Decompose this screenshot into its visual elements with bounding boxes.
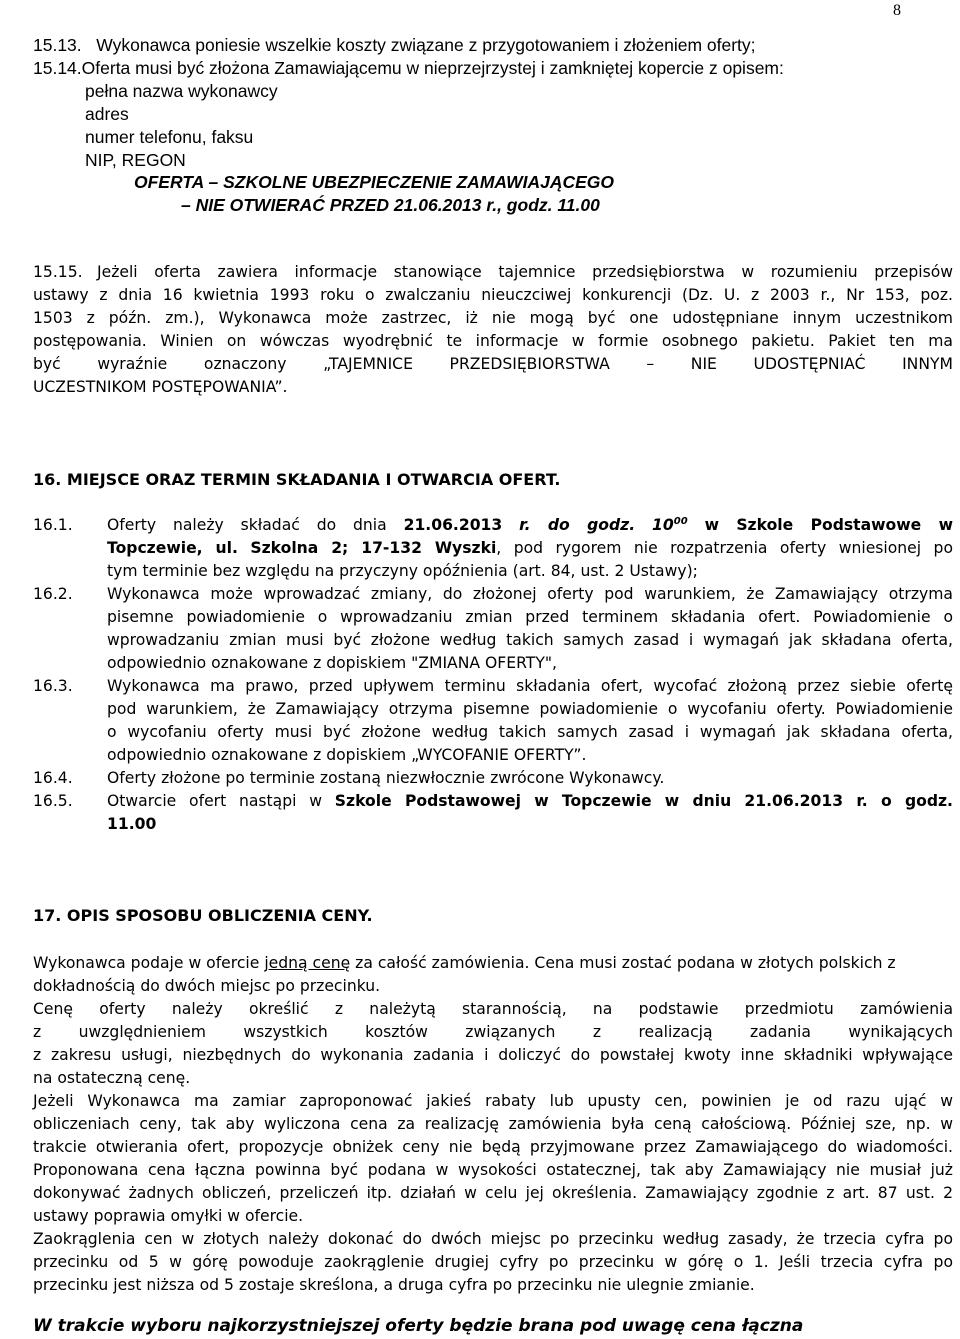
text: Otwarcie ofert nastąpi w — [107, 792, 322, 810]
item-15-15-line: być wyraźnie oznaczony „TAJEMNICE PRZEDSIĘBIORSTWA – NIE UDOSTĘPNIAĆ INNYM — [33, 355, 953, 373]
place-date: Szkole Podstawowej w Topczewie w dniu 21.06.2013 r. o godz. — [334, 792, 953, 810]
text: Wykonawca podaje w ofercie — [33, 954, 265, 972]
place: Topczewie, ul. — [107, 539, 238, 557]
envelope-line-name: pełna nazwa wykonawcy — [85, 81, 278, 101]
item-15-15-line: 1503 z późn. zm.), Wykonawca może zastrzec, iż nie mogą być one udostępniane innym uczestnikom — [33, 309, 953, 327]
p1-line2: dokładnością do dwóch miejsc po przecinku. — [33, 977, 381, 995]
p5-line: przecinku jest niższa od 5 zostaje skreślona, a druga cyfra po przecinku nie ulegnie zmianie. — [33, 1276, 755, 1294]
item-15-15-line: Jeżeli oferta zawiera informacje stanowiące tajemnice przedsiębiorstwa w rozumieniu przepisów — [97, 263, 953, 281]
envelope-note: – NIE OTWIERAĆ PRZED 21.06.2013 r., godz. 11.00 — [181, 195, 600, 215]
place: w Szkole Podstawowe w — [704, 516, 953, 535]
text: za całość zamówienia. Cena musi zostać podana w złotych polskich z — [350, 954, 896, 972]
item-16-5-time: 11.00 — [107, 815, 157, 833]
envelope-line-phone: numer telefonu, faksu — [85, 127, 254, 147]
p3-line: Jeżeli Wykonawca ma zamiar zaproponować jakieś rabaty lub upusty cen, powinien je od razu ująć w — [33, 1092, 953, 1110]
place: Szkolna 2; 17-132 Wyszki — [250, 539, 497, 557]
item-16-3-line: Wykonawca ma prawo, przed upływem terminu składania ofert, wycofać złożoną przez siebie ofertę — [107, 677, 953, 695]
item-16-2-line: odpowiednio oznakowane z dopiskiem "ZMIANA OFERTY", — [107, 654, 557, 672]
text: , pod rygorem nie rozpatrzenia oferty wniesionej po — [496, 539, 953, 557]
section-17-heading: 17. OPIS SPOSOBU OBLICZENIA CENY. — [33, 906, 373, 925]
envelope-line-address: adres — [85, 104, 129, 124]
item-text: Oferta musi być złożona Zamawiającemu w nieprzejrzystej i zamkniętej kopercie z opisem: — [81, 58, 784, 78]
item-16-2-line: pisemne powiadomienie o wprowadzaniu zmian przed terminem składania ofert. Powiadomienie o — [107, 608, 953, 626]
footer-note: W trakcie wyboru najkorzystniejszej oferty będzie brana pod uwagę cena łączna — [33, 1316, 804, 1336]
p1-line1 — [33, 954, 896, 972]
item-16-5-number: 16.5. — [33, 792, 73, 810]
p2-line: z uwzględnieniem wszystkich kosztów związanych z realizacją zadania wynikających — [33, 1023, 953, 1041]
item-16-3-line: odpowiednio oznakowane z dopiskiem „WYCOFANIE OFERTY”. — [107, 746, 587, 764]
item-16-4-text: Oferty złożone po terminie zostaną niezwłocznie zwrócone Wykonawcy. — [107, 769, 665, 787]
p2-line: Cenę oferty należy określić z należytą starannością, na podstawie przedmiotu zamówienia — [33, 1000, 953, 1018]
item-16-1-line3: tym terminie bez względu na przyczyny opóźnienia (art. 84, ust. 2 Ustawy); — [107, 562, 698, 580]
p3-line: trakcie otwierania ofert, propozycje obniżek ceny nie będą przyjmowane przez Zamawiającego do wiadomości. — [33, 1138, 953, 1156]
item-16-1-line1 — [107, 516, 953, 534]
p4-line: dokonywać żadnych obliczeń, przeliczeń itp. działań w celu jej określenia. Zamawiający zgodnie z art. 87 ust. 2 — [33, 1184, 953, 1202]
item-16-1-line2 — [107, 539, 953, 557]
item-16-3-line: o wycofaniu oferty musi być złożone według takich samych zasad i wymagań jak składana oferta, — [107, 723, 953, 741]
minutes: 00 — [673, 516, 688, 527]
item-15-15-number: 15.15. — [33, 263, 83, 281]
item-16-2-line: Wykonawca może wprowadzać zmiany, do złożonej oferty pod warunkiem, że Zamawiający otrzyma — [107, 585, 953, 603]
page-number: 8 — [893, 2, 901, 19]
p2-line: na ostateczną cenę. — [33, 1069, 191, 1087]
p5-line: przecinku od 5 w górę powoduje zaokrąglenie drugiej cyfry po przecinku w górę o 1. Jeśli trzecia cyfra po — [33, 1253, 953, 1271]
item-16-1-number: 16.1. — [33, 516, 73, 534]
item-16-3-number: 16.3. — [33, 677, 73, 695]
text: Oferty należy składać do dnia — [107, 516, 387, 535]
p5-line: Zaokrąglenia cen w złotych należy dokonać do dwóch miejsc po przecinku według zasady, że trzecia cyfra po — [33, 1230, 953, 1248]
p2-line: z zakresu usługi, niezbędnych do wykonania zadania i doliczyć do powstałej kwoty inne składniki wpływające — [33, 1046, 953, 1064]
item-16-5-line1 — [107, 792, 953, 810]
p4-line: Proponowana cena łączna powinna być podana w wysokości ostatecznej, tak aby Zamawiający nie musiał już — [33, 1161, 953, 1179]
item-16-3-line: pod warunkiem, że Zamawiający otrzyma pisemne powiadomienie o wycofaniu oferty. Powiadomienie — [107, 700, 953, 718]
section-16-heading: 16. MIEJSCE ORAZ TERMIN SKŁADANIA I OTWARCIA OFERT. — [33, 470, 561, 489]
p4-line: ustawy poprawia omyłki w ofercie. — [33, 1207, 304, 1225]
hour — [652, 516, 688, 534]
envelope-line-nip: NIP, REGON — [85, 150, 186, 170]
item-15-15-line: postępowania. Winien on wówczas wyodrębnić te informacje w formie osobnego pakietu. Pakiet ten ma — [33, 332, 953, 350]
item-15-13 — [33, 35, 756, 56]
item-16-2-line: wprowadzaniu zmian musi być złożone według takich samych zasad i wymagań jak składana oferta, — [107, 631, 953, 649]
date: 21.06.2013 — [403, 516, 503, 535]
item-16-4-number: 16.4. — [33, 769, 73, 787]
item-15-15-line: UCZESTNIKOM POSTĘPOWANIA”. — [33, 378, 288, 396]
item-number: 15.13. — [33, 35, 82, 55]
envelope-title: OFERTA – SZKOLNE UBEZPIECZENIE ZAMAWIAJĄCEGO — [134, 172, 614, 192]
p3-line: obliczeniach ceny, tak aby wyliczona cena za realizację zamówienia była ceną całościową. Później sze, np. w — [33, 1115, 953, 1133]
item-16-2-number: 16.2. — [33, 585, 73, 603]
item-text: Wykonawca poniesie wszelkie koszty związane z przygotowaniem i złożeniem oferty; — [96, 35, 756, 55]
hour-value: 10 — [652, 516, 674, 535]
text: r. do godz. — [519, 516, 636, 535]
item-15-14 — [33, 58, 784, 79]
item-15-15-line: ustawy z dnia 16 kwietnia 1993 roku o zwalczaniu nieuczciwej konkurencji (Dz. U. z 2003 r., Nr 153, poz. — [33, 286, 953, 304]
item-number: 15.14. — [33, 58, 82, 78]
underlined-text: jedną cenę — [264, 954, 351, 972]
